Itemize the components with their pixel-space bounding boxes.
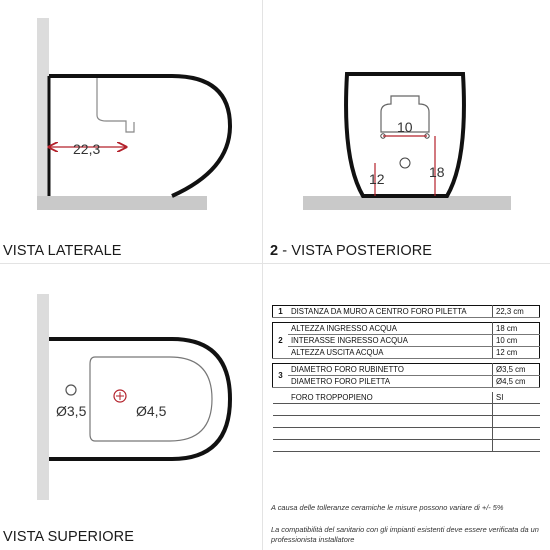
group-1 xyxy=(273,306,540,318)
floor xyxy=(37,196,207,210)
table-row: 2 ALTEZZA INGRESSO ACQUA 18 cm xyxy=(273,323,540,335)
group-3 xyxy=(273,364,540,388)
dim-drain-hole: Ø4,5 xyxy=(136,403,167,419)
side-view-drawing xyxy=(0,0,262,262)
caption-rear-text: - VISTA POSTERIORE xyxy=(278,243,433,259)
group-2 xyxy=(273,323,540,359)
rear-view-drawing xyxy=(263,0,550,262)
wall xyxy=(37,294,49,500)
group-extra xyxy=(273,392,540,452)
table-row xyxy=(273,428,540,440)
table-row: ALTEZZA USCITA ACQUA 12 cm xyxy=(273,347,540,359)
table-row: DIAMETRO FORO PILETTA Ø4,5 cm xyxy=(273,376,540,388)
top-view-drawing xyxy=(0,264,262,514)
table-row xyxy=(273,440,540,452)
caption-side-view: VISTA LATERALE xyxy=(3,243,122,259)
caption-rear-view xyxy=(270,243,432,259)
dim-wall-to-drain: 22,3 xyxy=(73,141,101,157)
caption-top-view: VISTA SUPERIORE xyxy=(3,529,134,545)
dim-outlet-height: 12 xyxy=(369,171,385,187)
table-row: INTERASSE INGRESSO ACQUA 10 cm xyxy=(273,335,540,347)
bidet-outline-rear xyxy=(346,74,464,196)
dim-inlet-height: 18 xyxy=(429,164,445,180)
table-row: FORO TROPPOPIENO SI xyxy=(273,392,540,404)
wall xyxy=(37,18,49,196)
table-row xyxy=(273,416,540,428)
dim-tap-hole: Ø3,5 xyxy=(56,403,87,419)
caption-rear-number: 2 xyxy=(270,243,279,259)
bidet-outline-side xyxy=(49,76,230,196)
floor xyxy=(303,196,511,210)
spec-table xyxy=(272,305,540,452)
table-row xyxy=(273,404,540,416)
dim-inlet-spacing: 10 xyxy=(397,119,413,135)
note-tolerance: A causa delle tolleranze ceramiche le misure possono variare di +/- 5% xyxy=(271,503,504,512)
table-row: 1 DISTANZA DA MURO A CENTRO FORO PILETTA 22,3 cm xyxy=(273,306,540,318)
table-row: 3 DIAMETRO FORO RUBINETTO Ø3,5 cm xyxy=(273,364,540,376)
note-compatibility: La compatibilità del sanitario con gli impianti esistenti deve essere verificata da un professionista installatore xyxy=(271,525,539,544)
